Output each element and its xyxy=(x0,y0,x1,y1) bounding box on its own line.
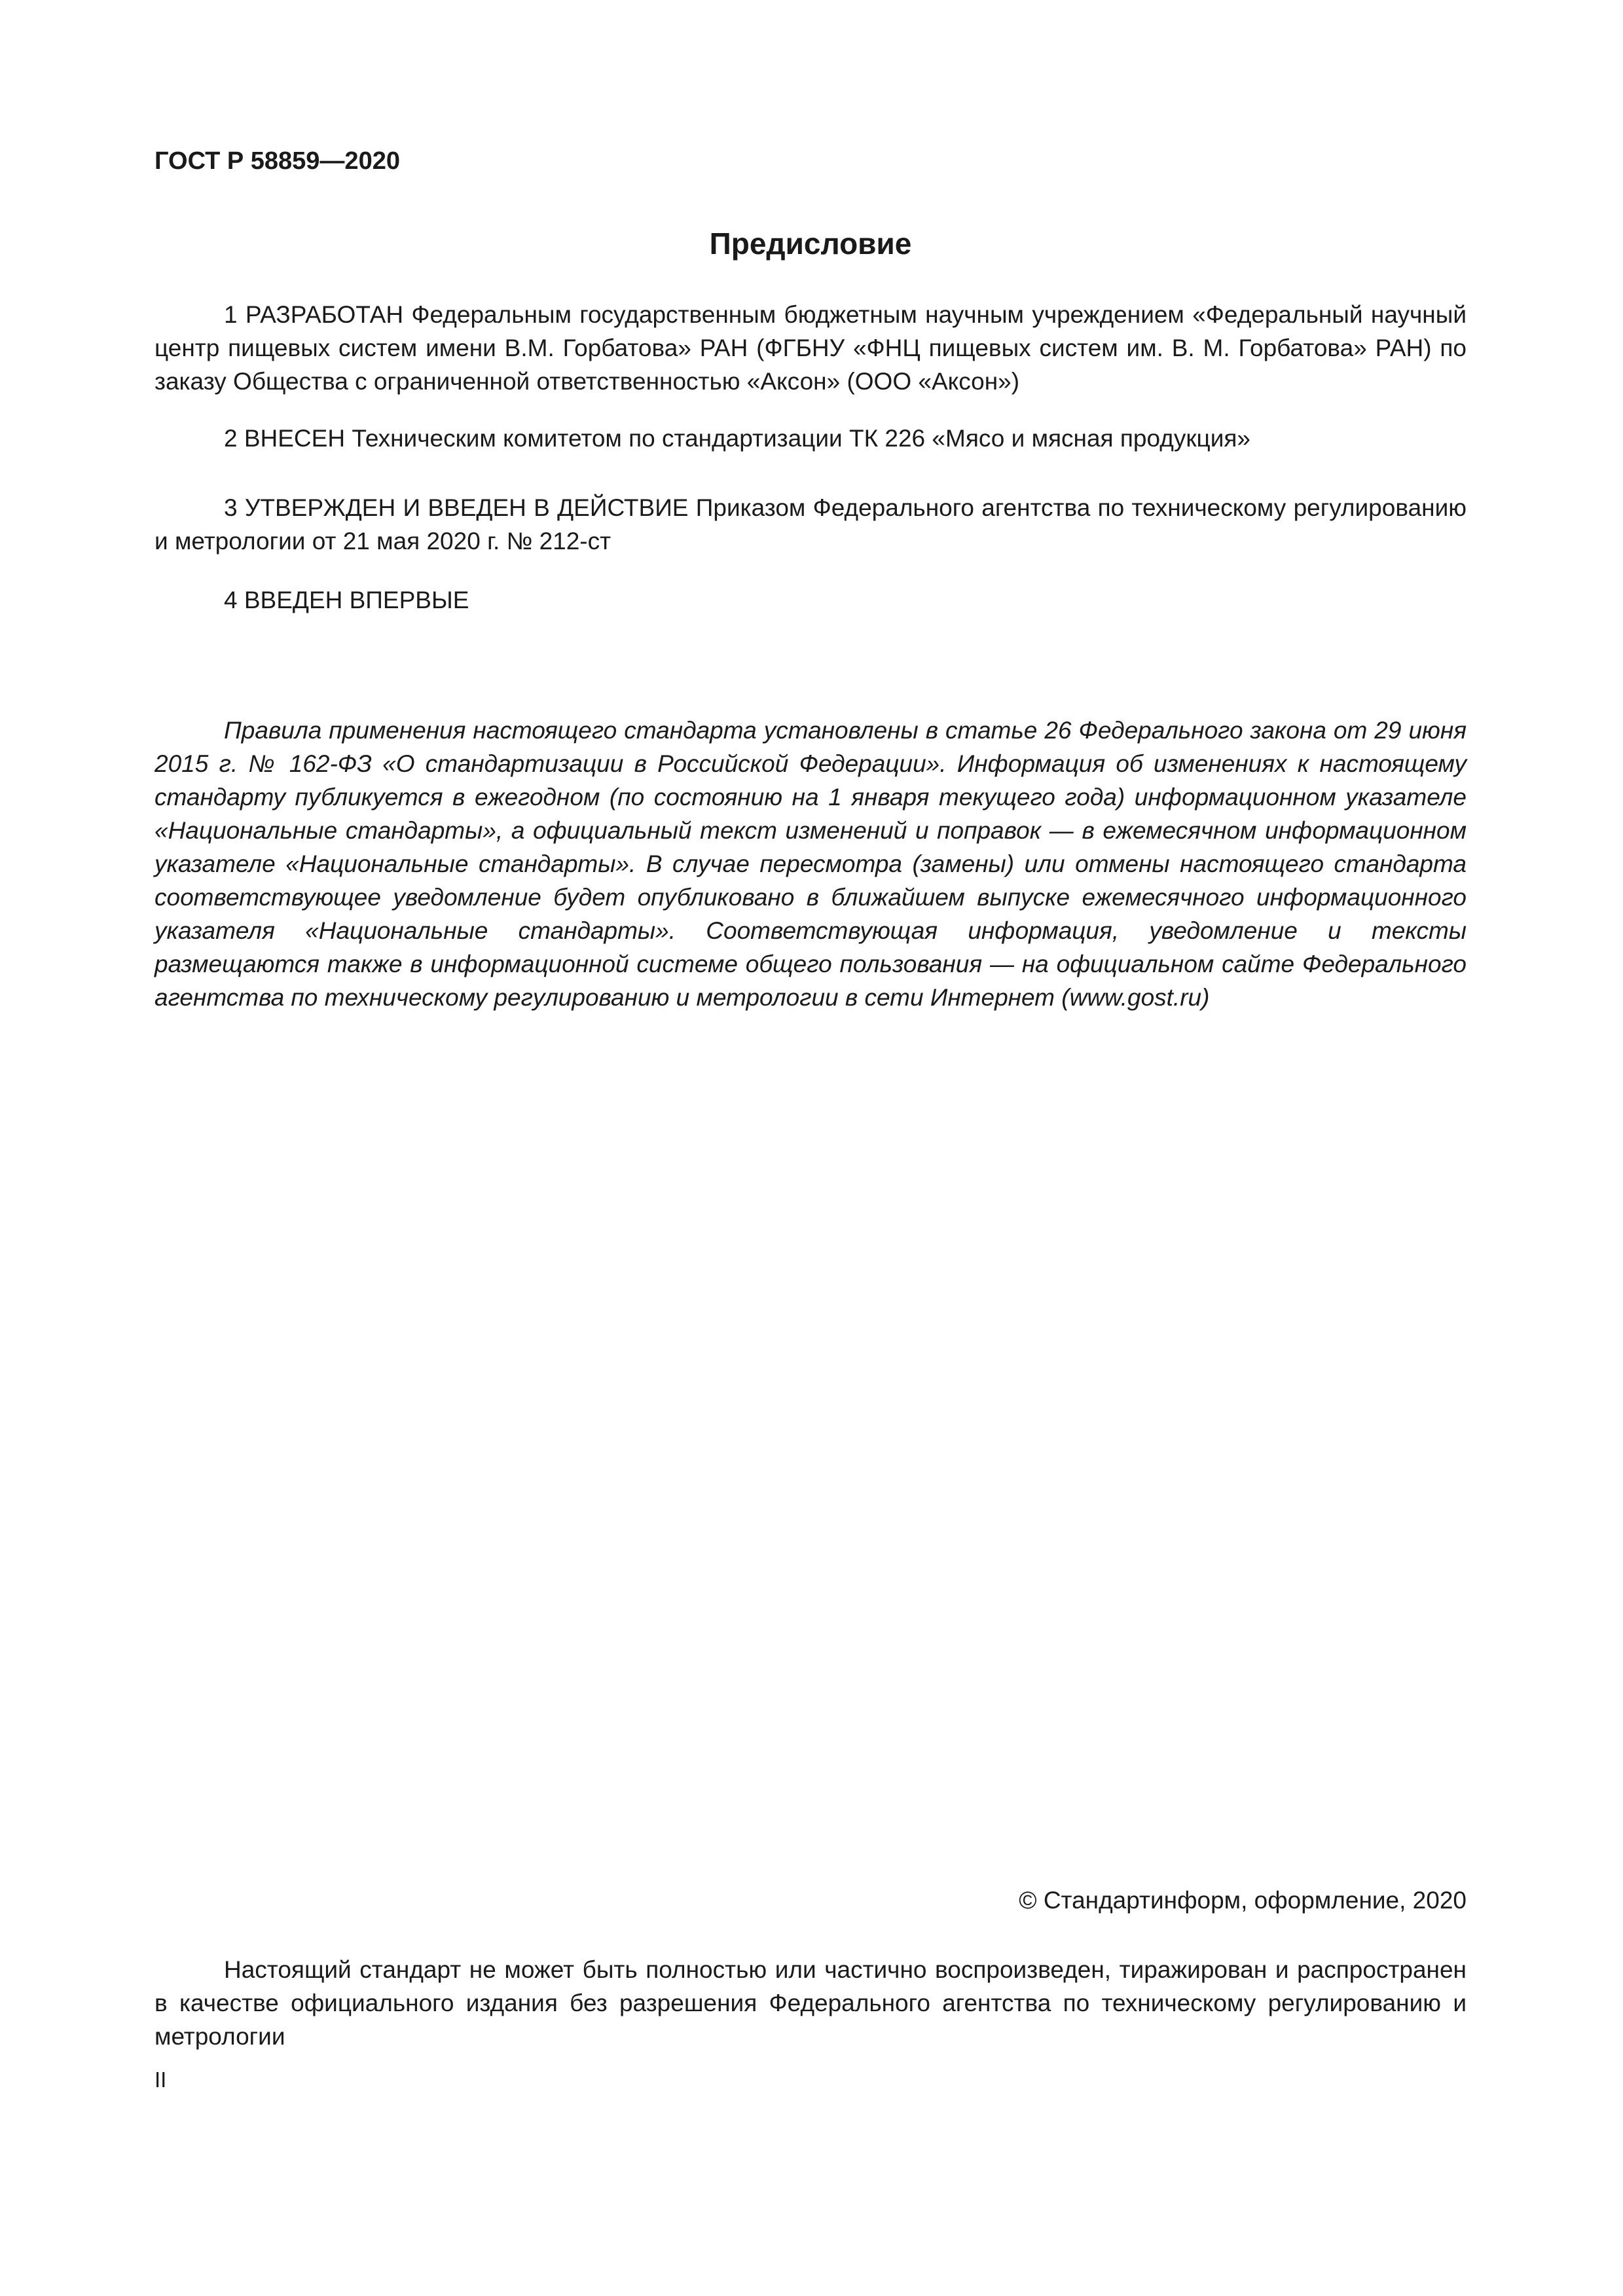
page-number: II xyxy=(155,2068,167,2092)
rules-notice: Правила применения настоящего стандарта установлены в статье 26 Федерального закона от 29 июня 2015 г. № 162-ФЗ «О стандартизации в Российской Федерации». Информация об изменениях к настоящему стандарту публикуется в ежегодном (по состоянию на 1 января текущего года) информационном указателе «Национальные стандарты», а официальный текст изменений и поправок — в ежемесячном информационном указателе «Национальные стандарты». В случае пересмотра (замены) или отмены настоящего стандарта соответствующее уведомление будет опубликовано в ближайшем выпуске ежемесячного информационного указателя «Национальные стандарты». Соответствующая информация, уведомление и тексты размещаются также в информационной системе общего пользования — на официальном сайте Федерального агентства по техническому регулированию и метрологии в сети Интернет (www.gost.ru) xyxy=(155,717,1467,1011)
copyright-line: © Стандартинформ, оформление, 2020 xyxy=(1019,1887,1467,1914)
foreword-item-introduced: 2 ВНЕСЕН Техническим комитетом по стандартизации ТК 226 «Мясо и мясная продукция» xyxy=(224,425,1251,452)
foreword-item-developed: 1 РАЗРАБОТАН Федеральным государственным бюджетным научным учреждением «Федеральный научный центр пищевых систем имени В.М. Горбатова» РАН (ФГБНУ «ФНЦ пищевых систем им. В. М. Горбатова» РАН) по заказу Общества с ограниченной ответственностью «Аксон» (ООО «Аксон») xyxy=(155,301,1467,395)
foreword-item-first-introduced: 4 ВВЕДЕН ВПЕРВЫЕ xyxy=(224,587,469,613)
reproduction-notice: Настоящий стандарт не может быть полностью или частично воспроизведен, тиражирован и распространен в качестве официального издания без разрешения Федерального агентства по техническому регулированию и метрологии xyxy=(155,1956,1467,2050)
standard-code: ГОСТ Р 58859—2020 xyxy=(155,147,400,175)
foreword-item-approved: 3 УТВЕРЖДЕН И ВВЕДЕН В ДЕЙСТВИЕ Приказом Федерального агентства по техническому регулированию и метрологии от 21 мая 2020 г. № 212-ст xyxy=(155,494,1467,555)
page-title: Предисловие xyxy=(709,227,912,261)
